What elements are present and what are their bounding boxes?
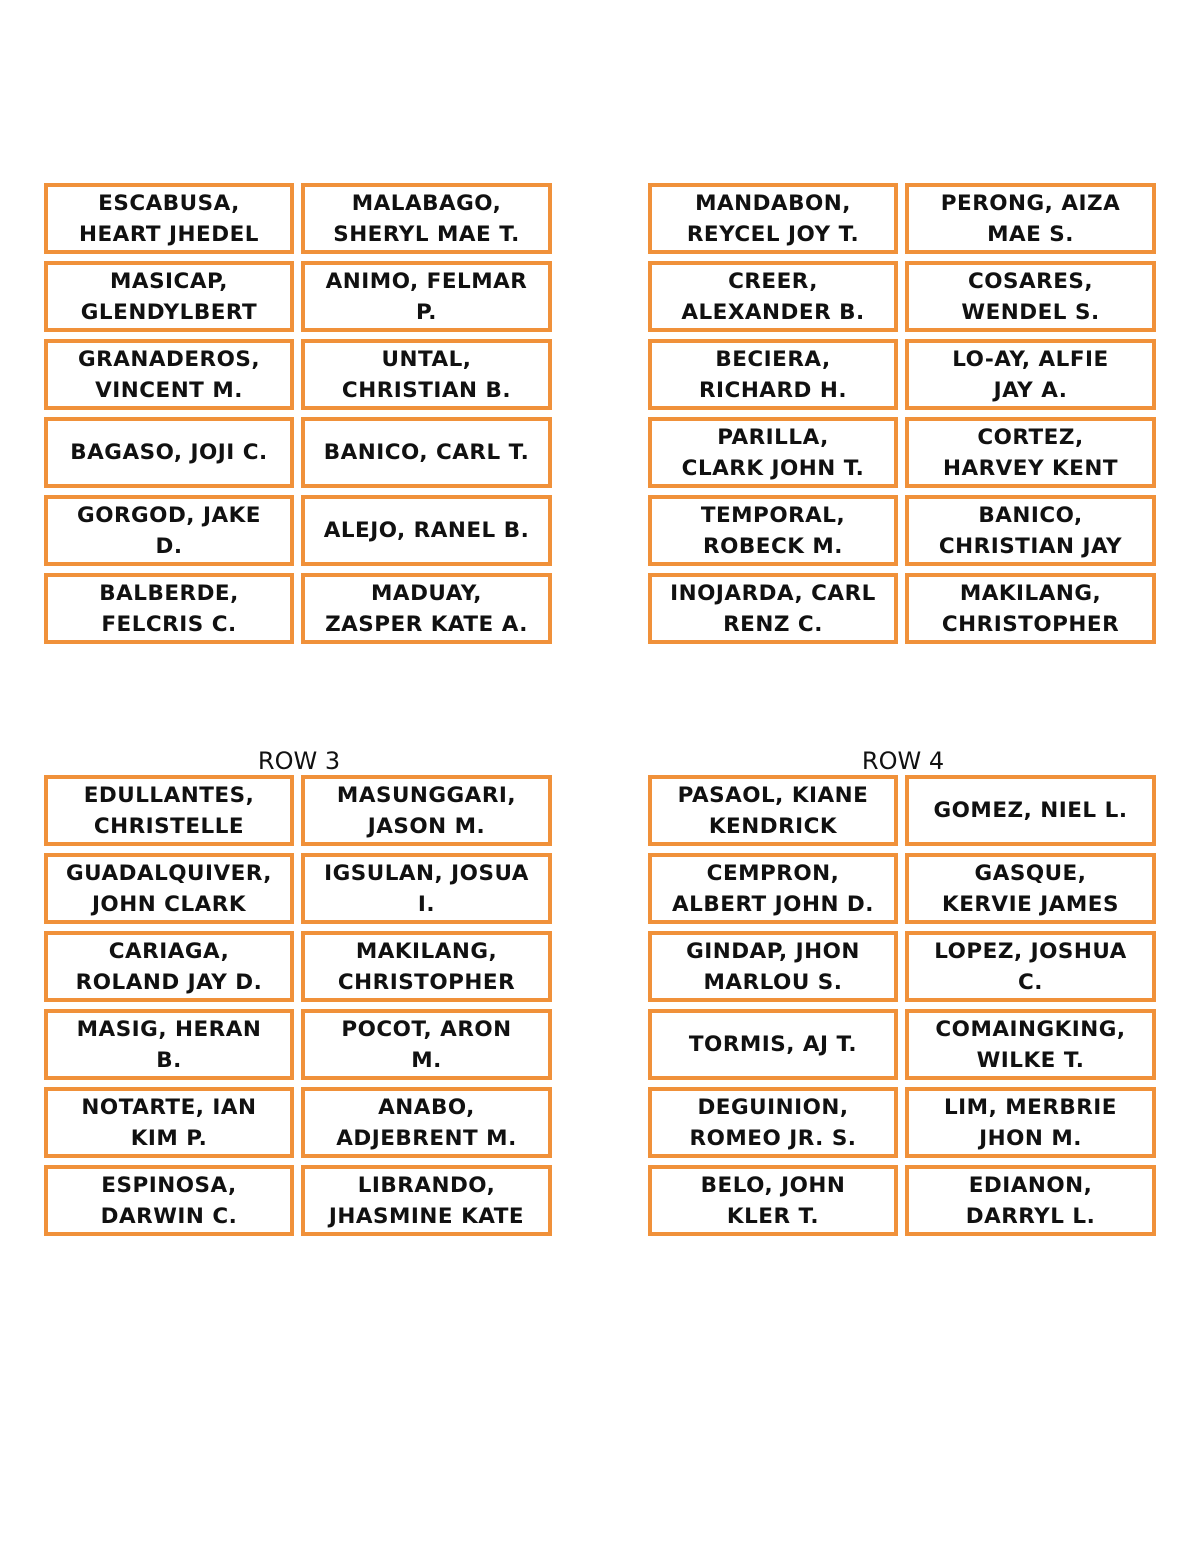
name-card: EDULLANTES, CHRISTELLE (44, 775, 294, 846)
seat-grid (44, 183, 554, 644)
row-title: ROW 3 (257, 747, 341, 775)
name-card: CEMPRON, ALBERT JOHN D. (648, 853, 898, 924)
name-card: MAKILANG, CHRISTOPHER (905, 573, 1156, 644)
seat-group-1 (44, 183, 554, 644)
name-card: CREER, ALEXANDER B. (648, 261, 898, 332)
name-card: MADUAY, ZASPER KATE A. (301, 573, 552, 644)
name-card: LOPEZ, JOSHUA C. (905, 931, 1156, 1002)
name-card: ESPINOSA, DARWIN C. (44, 1165, 294, 1236)
name-card: ANIMO, FELMAR P. (301, 261, 552, 332)
name-card: ALEJO, RANEL B. (301, 495, 552, 566)
row-title: ROW 4 (861, 747, 945, 775)
seat-group-row-3 (44, 748, 554, 1236)
name-card: MANDABON, REYCEL JOY T. (648, 183, 898, 254)
name-card: LO-AY, ALFIE JAY A. (905, 339, 1156, 410)
name-card: MASIG, HERAN B. (44, 1009, 294, 1080)
name-card: GRANADEROS, VINCENT M. (44, 339, 294, 410)
name-card: GASQUE, KERVIE JAMES (905, 853, 1156, 924)
name-card: BECIERA, RICHARD H. (648, 339, 898, 410)
name-card: IGSULAN, JOSUA I. (301, 853, 552, 924)
name-card: BAGASO, JOJI C. (44, 417, 294, 488)
name-card: BALBERDE, FELCRIS C. (44, 573, 294, 644)
name-card: MASUNGGARI, JASON M. (301, 775, 552, 846)
name-card: LIM, MERBRIE JHON M. (905, 1087, 1156, 1158)
name-card: CARIAGA, ROLAND JAY D. (44, 931, 294, 1002)
name-card: GORGOD, JAKE D. (44, 495, 294, 566)
name-card: EDIANON, DARRYL L. (905, 1165, 1156, 1236)
name-card: NOTARTE, IAN KIM P. (44, 1087, 294, 1158)
name-card: ESCABUSA, HEART JHEDEL (44, 183, 294, 254)
name-card: COSARES, WENDEL S. (905, 261, 1156, 332)
name-card: BANICO, CARL T. (301, 417, 552, 488)
seat-grid (44, 775, 554, 1236)
seat-grid (648, 183, 1158, 644)
name-card: COMAINGKING, WILKE T. (905, 1009, 1156, 1080)
name-card: MASICAP, GLENDYLBERT (44, 261, 294, 332)
name-card: UNTAL, CHRISTIAN B. (301, 339, 552, 410)
name-card: PARILLA, CLARK JOHN T. (648, 417, 898, 488)
name-card: PERONG, AIZA MAE S. (905, 183, 1156, 254)
name-card: DEGUINION, ROMEO JR. S. (648, 1087, 898, 1158)
name-card: INOJARDA, CARL RENZ C. (648, 573, 898, 644)
name-card: GUADALQUIVER, JOHN CLARK (44, 853, 294, 924)
name-card: CORTEZ, HARVEY KENT (905, 417, 1156, 488)
name-card: TEMPORAL, ROBECK M. (648, 495, 898, 566)
name-card: GOMEZ, NIEL L. (905, 775, 1156, 846)
name-card: MALABAGO, SHERYL MAE T. (301, 183, 552, 254)
name-card: PASAOL, KIANE KENDRICK (648, 775, 898, 846)
name-card: LIBRANDO, JHASMINE KATE (301, 1165, 552, 1236)
name-card: GINDAP, JHON MARLOU S. (648, 931, 898, 1002)
seat-group-row-4 (648, 748, 1158, 1236)
seat-group-2 (648, 183, 1158, 644)
name-card: POCOT, ARON M. (301, 1009, 552, 1080)
name-card: ANABO, ADJEBRENT M. (301, 1087, 552, 1158)
name-card: TORMIS, AJ T. (648, 1009, 898, 1080)
seat-grid (648, 775, 1158, 1236)
name-card: BELO, JOHN KLER T. (648, 1165, 898, 1236)
name-card: MAKILANG, CHRISTOPHER (301, 931, 552, 1002)
name-card: BANICO, CHRISTIAN JAY (905, 495, 1156, 566)
